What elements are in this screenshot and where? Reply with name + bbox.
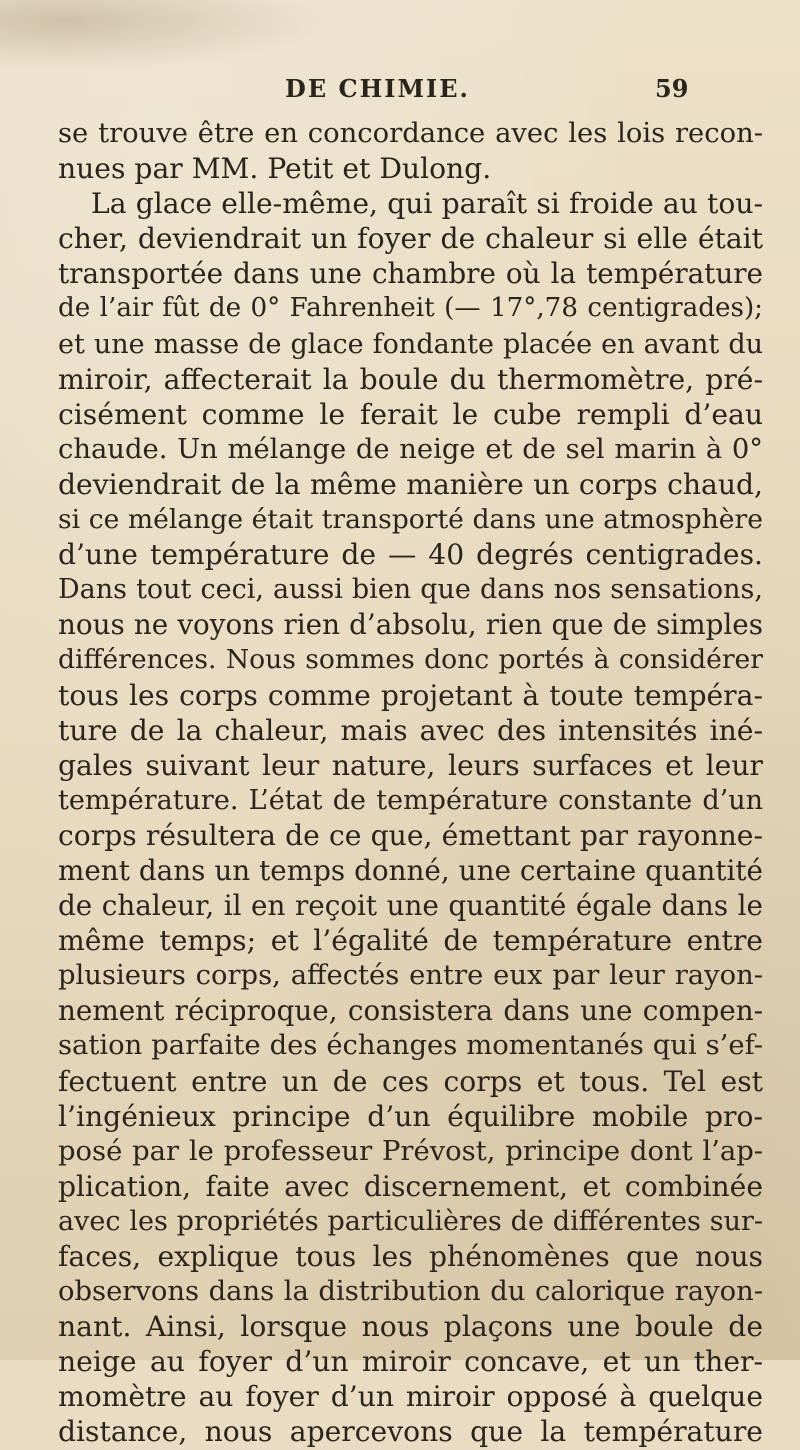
- text-line: ture de la chaleur, mais avec des intensités iné-: [58, 713, 763, 747]
- text-line: nues par MM. Petit et Dulong.: [58, 152, 492, 186]
- text-line: de chaleur, il en reçoit une quantité égale dans le: [58, 889, 763, 923]
- text-line: deviendrait de la même manière un corps chaud,: [58, 467, 763, 501]
- text-line: de l’air fût de 0° Fahrenheit (— 17°,78 centigrades);: [58, 293, 763, 324]
- running-title: DE CHIMIE.: [285, 74, 470, 103]
- text-line: chaude. Un mélange de neige et de sel marin à 0°: [58, 433, 763, 465]
- text-line: faces, explique tous les phénomènes que nous: [58, 1240, 763, 1273]
- text-line: avec les propriétés particulières de différentes sur-: [58, 1205, 763, 1237]
- text-line: sation parfaite des échanges momentanés qui s’ef-: [58, 1030, 763, 1062]
- text-line: différences. Nous sommes donc portés à considérer: [58, 644, 763, 676]
- text-line: température. L’état de température constante d’un: [58, 784, 763, 816]
- text-line: plication, faite avec discernement, et combinée: [58, 1169, 763, 1203]
- text-line: nous ne voyons rien d’absolu, rien que de simples: [58, 608, 763, 642]
- text-line: momètre au foyer d’un miroir opposé à quelque: [58, 1380, 763, 1414]
- text-line: transportée dans une chambre où la température: [58, 257, 763, 291]
- text-line: distance, nous apercevons que la température: [58, 1415, 763, 1449]
- text-line: plusieurs corps, affectés entre eux par leur rayon-: [58, 960, 763, 992]
- text-line: fectuent entre un de ces corps et tous. Tel est: [58, 1064, 763, 1098]
- text-line: cisément comme le ferait le cube rempli d’eau: [58, 397, 763, 431]
- text-line: cher, deviendrait un foyer de chaleur si elle était: [58, 222, 763, 256]
- text-line: neige au foyer d’un miroir concave, et un ther-: [58, 1345, 763, 1379]
- text-line: ment dans un temps donné, une certaine quantité: [58, 853, 763, 887]
- text-line: l’ingénieux principe d’un équilibre mobile pro-: [58, 1099, 763, 1133]
- text-line: se trouve être en concordance avec les lois recon-: [58, 118, 763, 149]
- body-text: [58, 116, 763, 1450]
- text-line: observons dans la distribution du calorique rayon-: [58, 1276, 763, 1308]
- text-line: nant. Ainsi, lorsque nous plaçons une boule de: [58, 1310, 763, 1344]
- text-line: d’une température de — 40 degrés centigrades.: [58, 538, 763, 572]
- text-line: Dans tout ceci, aussi bien que dans nos sensations,: [58, 574, 763, 606]
- text-line: gales suivant leur nature, leurs surfaces et leur: [58, 748, 763, 782]
- text-line: si ce mélange était transporté dans une atmosphère: [58, 504, 763, 536]
- text-line: nement réciproque, consistera dans une compen-: [58, 994, 763, 1028]
- text-line: et une masse de glace fondante placée en avant du: [58, 328, 763, 360]
- text-line: tous les corps comme projetant à toute tempéra-: [58, 678, 763, 712]
- text-line: posé par le professeur Prévost, principe dont l’ap-: [58, 1135, 763, 1167]
- text-line: miroir, affecterait la boule du thermomètre, pré-: [58, 362, 763, 396]
- text-line: La glace elle-même, qui paraît si froide au tou-: [91, 187, 763, 221]
- text-line: corps résultera de ce que, émettant par rayonne-: [58, 818, 763, 852]
- text-line: même temps; et l’égalité de température entre: [58, 924, 763, 958]
- running-head: [0, 60, 800, 103]
- page-number: 59: [655, 74, 689, 103]
